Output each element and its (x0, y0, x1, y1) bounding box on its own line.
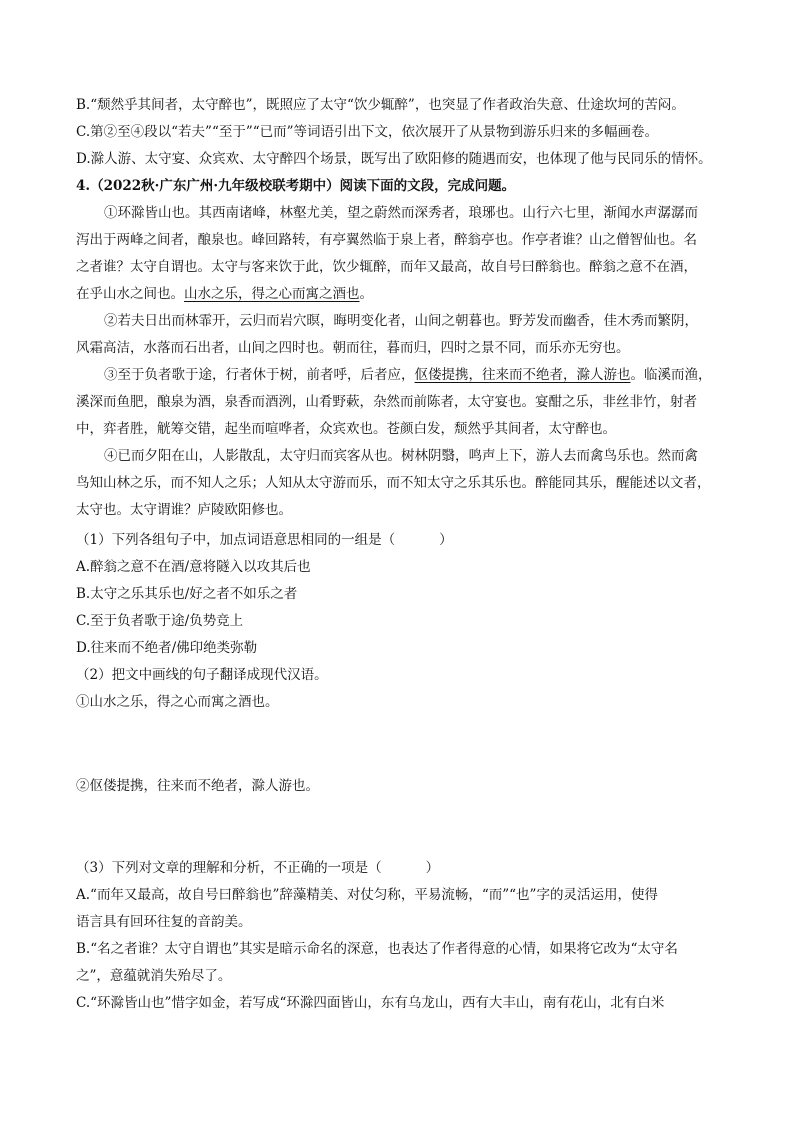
text: 。 (359, 286, 373, 302)
passage-para4-line1: ④已而夕阳在山，人影散乱，太守归而宾客从也。树林阴翳，鸣声上下，游人去而禽鸟乐也。然而禽 (104, 448, 698, 464)
sub1-option-b: B.太守之乐其乐也/好之者不如乐之者 (76, 586, 298, 602)
sub-question-1-prompt (76, 527, 722, 554)
sub3-option-b-line1: B.“名之者谁？太守自谓也”其实是暗示命名的深意，也表达了作者得意的心情，如果将它改为“太守名 (76, 941, 678, 957)
passage-para2-line1: ②若夫日出而林霏开，云归而岩穴暝，晦明变化者，山间之朝暮也。野芳发而幽香，佳木秀而繁阴， (104, 313, 698, 329)
passage-para2-line2: 风霜高洁，水落而石出者，山间之四时也。朝而往，暮而归，四时之景不同，而乐亦无穷也。 (76, 340, 630, 356)
sub-question-2-prompt: （2）把文中画线的句子翻译成现代汉语。 (76, 667, 328, 683)
sub3-option-a-line1: A.“而年又最高，故自号曰醉翁也”辞藻精美、对仗匀称，平易流畅，“而”“也”字的灵活运用，使得 (76, 887, 658, 903)
option-c: C.第②至④段以“若夫”“至于”“已而”等词语引出下文，依次展开了从景物到游乐归来的多幅画卷。 (76, 124, 659, 140)
passage-para3-line2: 溪深而鱼肥，酿泉为酒，泉香而酒洌，山肴野蔌，杂然而前陈者，太守宴也。宴酣之乐，非丝非竹，射者 (76, 394, 697, 410)
translate-item-2: ②伛偻提携，往来而不绝者，滁人游也。 (76, 778, 319, 794)
passage-para4-line3: 太守也。太守谓谁？庐陵欧阳修也。 (76, 502, 292, 518)
passage-para4-line2: 鸟知山林之乐，而不知人之乐；人知从太守游而乐，而不知太守之乐其乐也。醉能同其乐，醒能述以文者， (76, 475, 711, 491)
option-b: B.“颓然乎其间者，太守醉也”，既照应了太守“饮少辄醉”，也突显了作者政治失意、仕途坎坷的苦闷。 (76, 97, 685, 113)
sub1-option-a: A.醉翁之意不在酒/意将隧入以攻其后也 (76, 559, 311, 575)
sub3-option-a-line2: 语言具有回环往复的音韵美。 (76, 914, 252, 930)
passage-para3-line3: 中，弈者胜，觥筹交错，起坐而喧哗者，众宾欢也。苍颜白发，颓然乎其间者，太守醉也。 (76, 421, 616, 437)
passage-para1-line4 (76, 281, 722, 308)
text: ） (425, 860, 440, 876)
passage-para1-line1: ①环滁皆山也。其西南诸峰，林壑尤美，望之蔚然而深秀者，琅琊也。山行六七里，渐闻水声潺潺而 (104, 205, 698, 221)
sub3-option-b-line2: 之”，意蕴就消失殆尽了。 (76, 968, 232, 984)
sub-question-1 (76, 527, 722, 662)
text: ） (439, 532, 453, 548)
text: 。临溪而渔， (630, 367, 712, 383)
sub1-option-d: D.往来而不绝者/佛印绝类弥勒 (76, 640, 258, 656)
sub-question-3-prompt (76, 855, 722, 882)
sub-question-2-item2 (76, 773, 722, 800)
option-d: D.滁人游、太守宴、众宾欢、太守醉四个场景，既写出了欧阳修的随遇而安，也体现了他与民同乐的情怀。 (76, 151, 712, 167)
passage-para1-line2: 泻出于两峰之间者，酿泉也。峰回路转，有亭翼然临于泉上者，醉翁亭也。作亭者谁？山之僧智仙也。名 (76, 232, 697, 248)
text: ③至于负者歌于途，行者休于树，前者呼，后者应， (104, 367, 415, 383)
sub-question-2 (76, 662, 722, 716)
sub3-option-c: C.“环滁皆山也”惜字如金，若写成“环滁四面皆山，东有乌龙山，西有大丰山，南有花山，北有白米 (76, 995, 665, 1011)
question-4 (76, 173, 722, 524)
text: （3）下列对文章的理解和分析，不正确的一项是（ (76, 860, 382, 876)
text: （1）下列各组句子中，加点词语意思相同的一组是（ (76, 532, 396, 548)
text: 在乎山水之间也。 (76, 286, 184, 302)
question-4-header: 4.（2022秋·广东广州·九年级校联考期中）阅读下面的文段，完成问题。 (76, 178, 516, 194)
passage-para3-line1 (76, 362, 722, 389)
sub-question-3 (76, 855, 722, 1017)
underlined-sentence-1: 山水之乐，得之心而寓之酒也 (184, 286, 360, 302)
passage-para1-line3: 之者谁？太守自谓也。太守与客来饮于此，饮少辄醉，而年又最高，故自号曰醉翁也。醉翁之意不在酒， (76, 259, 697, 275)
previous-question-options (76, 92, 722, 173)
translate-item-1: ①山水之乐，得之心而寓之酒也。 (76, 694, 279, 710)
underlined-sentence-2: 伛偻提携，往来而不绝者，滁人游也 (414, 367, 631, 383)
sub1-option-c: C.至于负者歌于途/负势竞上 (76, 613, 244, 629)
